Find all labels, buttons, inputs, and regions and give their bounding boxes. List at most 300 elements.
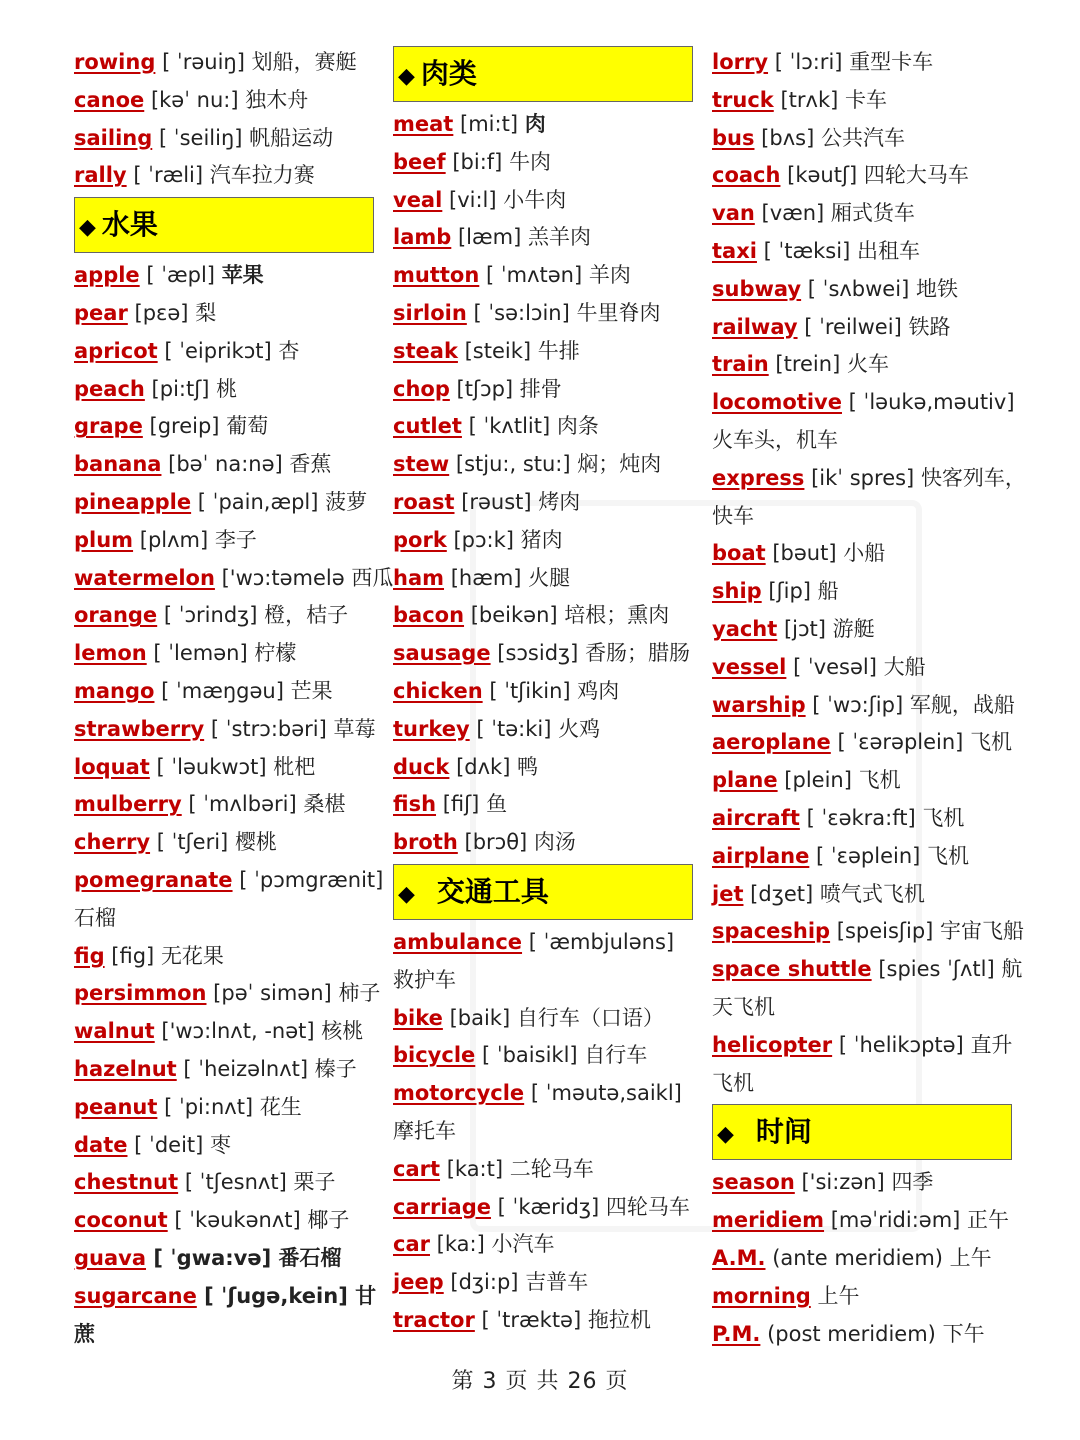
- diamond-bullet-icon: ◆: [79, 215, 96, 241]
- vocab-row: [712, 195, 1012, 233]
- vocab-phonetic: [spies ˈʃʌtl]: [878, 957, 995, 982]
- vocab-row: [74, 635, 374, 673]
- vocab-phonetic: [vi:l]: [449, 187, 497, 212]
- section-heading-transport: [393, 864, 693, 920]
- section-heading-fruit: [74, 197, 374, 253]
- vocab-word: locomotive: [712, 390, 842, 415]
- vocab-word: season: [712, 1170, 795, 1195]
- vocab-phonetic: (ante meridiem): [772, 1245, 943, 1270]
- vocab-row: [712, 913, 1025, 951]
- vocab-meaning: 香肠；腊肠: [585, 641, 691, 666]
- vocab-phonetic: [ ˈmʌtən]: [485, 263, 583, 288]
- vocab-word: mulberry: [74, 792, 182, 817]
- vocab-phonetic: [bəut]: [772, 541, 837, 566]
- vocab-phonetic: [ ˈʃugə,kein]: [204, 1283, 348, 1308]
- vocab-word: railway: [712, 314, 798, 339]
- vocab-word: coconut: [74, 1208, 168, 1233]
- vocab-word: pear: [74, 300, 128, 325]
- vocab-phonetic: [beikən]: [470, 603, 558, 628]
- vocab-phonetic: [ ˈɔrindʒ]: [163, 603, 258, 628]
- vocab-row: [74, 597, 374, 635]
- vocab-phonetic: [ ˈseiliŋ]: [158, 125, 243, 150]
- vocab-row: [712, 384, 1015, 422]
- vocab-row: [74, 408, 374, 446]
- vocab-word: veal: [393, 187, 443, 212]
- vocab-phonetic: [bi:f]: [452, 149, 503, 174]
- vocab-phonetic: [ ˈæpl]: [146, 263, 215, 288]
- vocab-row: [712, 233, 1012, 271]
- vocab-meaning: 西瓜: [351, 565, 394, 590]
- vocab-meaning: 宇宙飞船: [940, 919, 1025, 944]
- vocab-phonetic: [dʌk]: [456, 754, 511, 779]
- vocab-word: lorry: [712, 50, 769, 74]
- vocab-word: aircraft: [712, 805, 800, 830]
- vocab-word: jet: [712, 881, 744, 906]
- vocab-row: [393, 962, 693, 1000]
- vocab-meaning: 直升: [970, 1032, 1013, 1057]
- vocab-word: banana: [74, 452, 162, 477]
- vocab-meaning: 卡车: [844, 87, 887, 112]
- vocab-word: apricot: [74, 338, 158, 363]
- vocab-word: subway: [712, 276, 802, 301]
- vocab-word: persimmon: [74, 981, 207, 1006]
- vocab-meaning: 救护车: [393, 967, 456, 992]
- vocab-meaning: 桃: [216, 376, 238, 401]
- vocab-meaning: 李子: [214, 527, 257, 552]
- vocab-row: [712, 1202, 1012, 1240]
- vocab-row: [712, 1027, 1012, 1065]
- vocab-meaning: 出租车: [856, 238, 920, 263]
- vocab-meaning: 菠萝: [325, 489, 368, 514]
- vocab-meaning: 帆船运动: [249, 125, 334, 150]
- vocab-phonetic: [ ˈæmbjuləns]: [528, 929, 675, 954]
- vocab-row: [393, 711, 693, 749]
- vocab-meaning: 铁路: [908, 314, 951, 339]
- vocab-meaning: 樱桃: [234, 830, 277, 855]
- vocab-meaning: 羊肉: [588, 263, 631, 288]
- section-heading-label: 时间: [755, 1115, 812, 1149]
- vocab-row: [74, 1240, 374, 1278]
- vocab-row: [712, 309, 1012, 347]
- vocab-meaning: 鸡肉: [577, 678, 620, 703]
- vocab-meaning: 桑椹: [303, 792, 346, 817]
- vocab-meaning: 自行车: [584, 1043, 648, 1068]
- vocab-word: lamb: [393, 225, 452, 250]
- vocab-phonetic: [ ˈtə:ki]: [476, 716, 552, 741]
- vocab-phonetic: [plʌm]: [139, 527, 209, 552]
- column-2: [393, 44, 693, 1340]
- vocab-word: ham: [393, 565, 445, 590]
- vocab-row: [712, 876, 1012, 914]
- vocab-meaning: 四轮大马车: [863, 163, 969, 188]
- vocab-meaning: 拖拉机: [587, 1307, 651, 1332]
- vocab-row: [393, 219, 693, 257]
- vocab-word: chop: [393, 376, 450, 401]
- vocab-phonetic: [ikˈ spres]: [811, 465, 915, 490]
- vocab-row: [393, 1264, 693, 1302]
- vocab-phonetic: [ ˈpɔmgrænit]: [239, 867, 384, 892]
- vocab-meaning: 小船: [843, 541, 886, 566]
- vocab-row: [712, 611, 1012, 649]
- vocab-row: [74, 711, 374, 749]
- vocab-meaning: 喷气式飞机: [819, 881, 925, 906]
- vocab-phonetic: [pi:tʃ]: [151, 376, 210, 401]
- vocab-word: meridiem: [712, 1208, 825, 1233]
- vocab-phonetic: [trʌk]: [780, 87, 839, 112]
- vocab-meaning: 猪肉: [520, 527, 563, 552]
- vocab-phonetic: [greip]: [149, 414, 220, 439]
- vocab-row: [712, 649, 1012, 687]
- vocab-row: [74, 522, 374, 560]
- vocab-word: aeroplane: [712, 730, 831, 755]
- vocab-phonetic: [bəˈ na:nə]: [168, 452, 283, 477]
- vocab-row: [393, 182, 693, 220]
- vocab-meaning: 牛排: [537, 338, 580, 363]
- vocab-meaning: 培根；熏肉: [564, 603, 670, 628]
- vocab-word: rally: [74, 163, 127, 188]
- vocab-meaning: 栗子: [293, 1170, 336, 1195]
- vocab-meaning: 羔羊肉: [527, 225, 591, 250]
- vocab-phonetic: [speisʃip]: [836, 919, 934, 944]
- vocab-meaning: 柠檬: [254, 641, 297, 666]
- vocab-word: lemon: [74, 641, 147, 666]
- vocab-phonetic: [plein]: [784, 768, 852, 793]
- vocab-phonetic: (post meridiem): [767, 1321, 936, 1346]
- vocab-word: morning: [712, 1283, 811, 1308]
- vocab-word: carriage: [393, 1194, 491, 1219]
- vocab-meaning: 汽车拉力赛: [209, 163, 315, 188]
- vocab-row: [74, 1164, 374, 1202]
- vocab-row: [712, 838, 1012, 876]
- vocab-meaning: 航: [1001, 957, 1023, 982]
- vocab-row: [74, 446, 374, 484]
- vocab-row: [712, 1240, 1012, 1278]
- vocab-meaning: 飞机: [970, 730, 1013, 755]
- vocab-word: taxi: [712, 238, 757, 263]
- vocab-word: bicycle: [393, 1043, 476, 1068]
- vocab-row: [393, 106, 693, 144]
- vocab-word: bike: [393, 1005, 443, 1030]
- vocab-meaning: 摩托车: [393, 1118, 456, 1143]
- vocab-phonetic: [ ˈlemən]: [153, 641, 248, 666]
- vocab-word: van: [712, 201, 755, 226]
- vocab-meaning: 四轮马车: [605, 1194, 690, 1219]
- vocab-row: [393, 295, 693, 333]
- vocab-meaning: 肉汤: [533, 830, 576, 855]
- vocab-row: [393, 1302, 693, 1340]
- vocab-phonetic: [ ˈməutə,saikl]: [530, 1081, 682, 1106]
- section-heading-label: 肉类: [420, 57, 477, 90]
- vocab-phonetic: [ ˈmʌlbəri]: [188, 792, 297, 817]
- vocab-phonetic: [læm]: [457, 225, 522, 250]
- vocab-phonetic: [məˈridi:əm]: [830, 1208, 961, 1233]
- vocab-word: orange: [74, 603, 158, 628]
- vocab-phonetic: [ ˈtræktə]: [481, 1307, 582, 1332]
- vocab-row: [74, 295, 374, 333]
- vocab-phonetic: [ ˈɛəkra:ft]: [806, 805, 916, 830]
- vocab-row: [712, 989, 1012, 1027]
- vocab-row: [74, 975, 381, 1013]
- vocab-row: [393, 1037, 693, 1075]
- vocab-row: [393, 1226, 693, 1264]
- vocab-meaning: 火车头，机车: [712, 427, 838, 452]
- vocab-row: [712, 762, 1012, 800]
- vocab-row: [74, 257, 374, 295]
- vocab-phonetic: [ ˈmæŋgəu]: [161, 678, 284, 703]
- vocab-word: beef: [393, 149, 446, 174]
- vocab-meaning: 飞机: [858, 768, 901, 793]
- vocab-phonetic: [ ˈɛəplein]: [816, 843, 921, 868]
- vocab-word: guava: [74, 1245, 147, 1270]
- vocab-phonetic: [ ˈvesəl]: [793, 654, 877, 679]
- vocab-meaning: 飞机: [922, 805, 965, 830]
- vocab-row: [74, 120, 374, 158]
- vocab-word: sailing: [74, 125, 153, 150]
- vocab-meaning: 大船: [883, 654, 926, 679]
- vocab-word: bus: [712, 125, 755, 150]
- vocab-meaning: 小汽车: [491, 1232, 555, 1257]
- vocab-phonetic: [trein]: [775, 352, 841, 377]
- vocab-row: [712, 271, 1012, 309]
- vocab-phonetic: [ ˈkʌtlit]: [468, 414, 551, 439]
- vocab-word: canoe: [74, 87, 145, 112]
- vocab-meaning: 飞机: [927, 843, 970, 868]
- vocab-phonetic: [ ˈheizəlnʌt]: [183, 1056, 309, 1081]
- vocab-phonetic: [ ˈræli]: [133, 163, 204, 188]
- vocab-phonetic: [dʒet]: [750, 881, 814, 906]
- vocab-row: [393, 1000, 693, 1038]
- vocab-row: [74, 157, 374, 195]
- vocab-meaning: 核桃: [321, 1019, 364, 1044]
- vocab-meaning: 排骨: [519, 376, 562, 401]
- vocab-phonetic: [stju:, stu:]: [455, 452, 571, 477]
- vocab-meaning: 军舰，战船: [909, 692, 1015, 717]
- vocab-phonetic: [kəˈ nu:]: [150, 87, 239, 112]
- vocab-word: meat: [393, 112, 454, 136]
- vocab-row: [393, 1113, 693, 1151]
- vocab-meaning: 柿子: [338, 981, 381, 1006]
- vocab-row: [712, 422, 1012, 460]
- vocab-word: apple: [74, 263, 140, 288]
- vocab-phonetic: [ ˈləukə,məutiv]: [848, 390, 1015, 415]
- vocab-meaning: 上午: [949, 1245, 992, 1270]
- vocab-word: chicken: [393, 678, 483, 703]
- vocab-row: [74, 1278, 377, 1316]
- vocab-row: [74, 44, 374, 82]
- vocab-phonetic: [fig]: [111, 943, 155, 968]
- vocab-row: [712, 951, 1023, 989]
- vocab-word: airplane: [712, 843, 810, 868]
- vocab-meaning: 橙，桔子: [264, 603, 349, 628]
- vocab-phonetic: [ ˈrəuiŋ]: [162, 50, 245, 74]
- vocab-meaning: 厢式货车: [830, 201, 915, 226]
- vocab-meaning: 牛肉: [509, 149, 552, 174]
- vocab-row: [74, 673, 374, 711]
- vocab-meaning: 快客列车，: [920, 465, 1026, 490]
- vocab-row: [393, 635, 693, 673]
- vocab-meaning: 牛里脊肉: [576, 300, 661, 325]
- vocab-phonetic: [ ˈpi:nʌt]: [164, 1094, 254, 1119]
- vocab-word: cart: [393, 1156, 441, 1181]
- vocab-meaning: 上午: [817, 1283, 860, 1308]
- vocab-row: [712, 724, 1012, 762]
- vocab-word: rowing: [74, 50, 156, 74]
- vocab-word: roast: [393, 489, 455, 514]
- vocab-row: [74, 1051, 374, 1089]
- vocab-phonetic: [ ˈdeit]: [134, 1132, 204, 1157]
- vocab-phonetic: [baik]: [449, 1005, 511, 1030]
- vocab-word: plane: [712, 768, 778, 793]
- vocab-meaning: 二轮马车: [509, 1156, 594, 1181]
- vocab-meaning: 船: [817, 579, 839, 604]
- vocab-meaning: 芒果: [290, 678, 333, 703]
- vocab-word: mango: [74, 678, 155, 703]
- vocab-row: [712, 44, 1012, 82]
- diamond-bullet-icon: ◆: [717, 1122, 734, 1148]
- vocab-meaning: 杏: [278, 338, 300, 363]
- vocab-phonetic: [ ˈɛərəplein]: [837, 730, 964, 755]
- vocab-word: jeep: [393, 1270, 444, 1295]
- vocab-word: hazelnut: [74, 1056, 177, 1081]
- vocab-row: [393, 1075, 693, 1113]
- vocab-word: ambulance: [393, 929, 523, 954]
- vocab-row: [393, 1189, 693, 1227]
- vocab-row: [74, 1316, 374, 1354]
- vocab-word: fish: [393, 792, 437, 817]
- vocab-word: stew: [393, 452, 450, 477]
- vocab-word: cherry: [74, 830, 151, 855]
- vocab-row: [74, 1013, 374, 1051]
- vocab-phonetic: [bʌs]: [761, 125, 815, 150]
- vocab-phonetic: [ ˈlɔ:ri]: [774, 50, 843, 74]
- vocab-phonetic: [ ˈtʃikin]: [489, 678, 571, 703]
- vocab-meaning: 正午: [967, 1208, 1010, 1233]
- vocab-phonetic: [ ˈtæksi]: [763, 238, 851, 263]
- vocab-row: [393, 408, 693, 446]
- vocab-phonetic: ['wɔ:lnʌt, -nət]: [161, 1019, 315, 1044]
- vocab-row: [74, 900, 374, 938]
- vocab-word: chestnut: [74, 1170, 179, 1195]
- vocab-row: [74, 749, 374, 787]
- vocab-row: [74, 1127, 374, 1165]
- vocab-phonetic: [ ˈstrɔ:bəri]: [210, 716, 327, 741]
- vocab-meaning: 榛子: [314, 1056, 357, 1081]
- vocab-meaning: 重型卡车: [849, 50, 934, 74]
- vocab-phonetic: [pɛə]: [134, 300, 189, 325]
- vocab-meaning: 蔗: [74, 1321, 95, 1346]
- vocab-word: pomegranate: [74, 867, 233, 892]
- vocab-meaning: 番石榴: [278, 1245, 342, 1270]
- vocab-meaning: 下午: [942, 1321, 985, 1346]
- vocab-word: mutton: [393, 263, 480, 288]
- vocab-meaning: 苹果: [221, 263, 264, 288]
- vocab-meaning: 自行车（口语）: [516, 1005, 664, 1030]
- vocab-word: sugarcane: [74, 1283, 197, 1308]
- vocab-row: [393, 824, 693, 862]
- vocab-phonetic: [væn]: [761, 201, 825, 226]
- vocab-phonetic: [ ˈpain,æpl]: [197, 489, 319, 514]
- vocab-phonetic: [sɔsidʒ]: [497, 641, 579, 666]
- page-number: 第 3 页 共 26 页: [451, 1369, 629, 1394]
- vocab-phonetic: [ ˈeiprikɔt]: [164, 338, 272, 363]
- vocab-word: helicopter: [712, 1032, 833, 1057]
- vocab-row: [712, 1278, 1012, 1316]
- diamond-bullet-icon: ◆: [398, 881, 415, 907]
- vocab-phonetic: [pɔ:k]: [453, 527, 514, 552]
- vocab-phonetic: [ ˈbaisikl]: [481, 1043, 578, 1068]
- vocab-row: [74, 560, 394, 598]
- vocab-row: [712, 1065, 1012, 1103]
- vocab-phonetic: [ ˈsʌbwei]: [807, 276, 910, 301]
- vocab-row: [712, 1316, 1012, 1354]
- vocab-meaning: 梨: [195, 300, 217, 325]
- vocab-meaning: 吉普车: [525, 1270, 589, 1295]
- vocab-row: [74, 1202, 374, 1240]
- vocab-phonetic: [ ˈgwa:və]: [153, 1245, 272, 1270]
- vocab-meaning: 飞机: [712, 1070, 754, 1095]
- vocab-meaning: 椰子: [307, 1208, 350, 1233]
- vocab-word: train: [712, 352, 769, 377]
- vocab-phonetic: ['wɔ:təmelə: [221, 565, 345, 590]
- vocab-word: sausage: [393, 641, 491, 666]
- vocab-word: tractor: [393, 1307, 475, 1332]
- vocab-phonetic: [ ˈwɔ:ʃip]: [812, 692, 904, 717]
- vocab-word: loquat: [74, 754, 150, 779]
- vocab-phonetic: [ʃip]: [768, 579, 811, 604]
- vocab-word: car: [393, 1232, 430, 1257]
- vocab-phonetic: [mi:t]: [460, 112, 519, 136]
- vocab-meaning: 葡萄: [226, 414, 269, 439]
- vocab-row: [393, 371, 693, 409]
- vocab-meaning: 香蕉: [289, 452, 332, 477]
- vocab-row: [712, 346, 1012, 384]
- vocab-word: grape: [74, 414, 143, 439]
- vocab-phonetic: ['si:zən]: [801, 1170, 885, 1195]
- vocab-phonetic: [ ˈkæridʒ]: [497, 1194, 600, 1219]
- column-3: [712, 44, 1026, 1353]
- vocab-row: [74, 484, 374, 522]
- vocab-word: cutlet: [393, 414, 462, 439]
- vocab-row: [393, 446, 693, 484]
- vocab-phonetic: [ ˈtʃeri]: [156, 830, 229, 855]
- section-heading-label: 交通工具: [436, 874, 549, 908]
- vocab-meaning: 鸭: [517, 754, 539, 779]
- vocab-phonetic: [pəˈ simən]: [213, 981, 332, 1006]
- vocab-row: [393, 560, 693, 598]
- vocab-meaning: 石榴: [74, 905, 116, 930]
- vocab-row: [74, 862, 384, 900]
- vocab-meaning: 枇杷: [273, 754, 316, 779]
- vocab-word: peach: [74, 376, 145, 401]
- vocab-row: [712, 498, 1012, 536]
- vocab-phonetic: [ ˈhelikɔptə]: [838, 1032, 964, 1057]
- vocab-meaning: 肉: [524, 112, 546, 136]
- vocab-phonetic: [ ˈkəukənʌt]: [174, 1208, 301, 1233]
- vocab-phonetic: [fiʃ]: [442, 792, 480, 817]
- vocab-row: [393, 257, 693, 295]
- vocab-word: P.M.: [712, 1321, 761, 1346]
- vocab-meaning: 草莓: [333, 716, 376, 741]
- vocab-phonetic: [brɔθ]: [464, 830, 528, 855]
- vocab-row: [393, 484, 693, 522]
- vocab-meaning: 花生: [259, 1094, 302, 1119]
- vocab-meaning: 快车: [712, 503, 754, 528]
- vocab-row: [74, 786, 374, 824]
- vocab-meaning: 枣: [210, 1132, 232, 1157]
- vocab-meaning: 地铁: [915, 276, 958, 301]
- vocab-meaning: 游艇: [832, 616, 875, 641]
- vocab-meaning: 四季: [891, 1170, 934, 1195]
